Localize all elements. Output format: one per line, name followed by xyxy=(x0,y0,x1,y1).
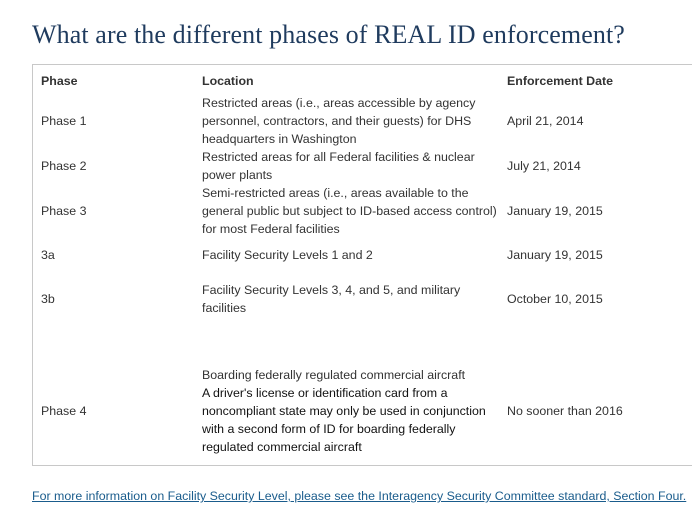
date-cell: No sooner than 2016 xyxy=(507,404,623,418)
location-cell: Semi-restricted areas (i.e., areas available to the general public but subject to ID-based access control) for most Federal facilities xyxy=(202,186,497,236)
phase-cell: 3a xyxy=(41,248,55,262)
location-text: Boarding federally regulated commercial aircraft xyxy=(202,368,466,382)
table-row xyxy=(33,272,692,326)
table-row xyxy=(33,326,692,474)
date-cell: April 21, 2014 xyxy=(507,114,584,128)
header-location: Location xyxy=(202,74,254,88)
table-header-row xyxy=(33,65,692,94)
table-row xyxy=(33,184,692,238)
facility-security-level-info-link[interactable]: For more information on Facility Security Level, please see the Interagency Security Committee standard, Section Four. xyxy=(32,489,687,503)
location-cell: Restricted areas (i.e., areas accessible by agency personnel, contractors, and their guests) for DHS headquarters in Washington xyxy=(202,96,476,146)
table-row xyxy=(33,94,692,148)
location-cell: Facility Security Levels 3, 4, and 5, and military facilities xyxy=(202,283,461,315)
phase-cell: 3b xyxy=(41,292,55,306)
table-row xyxy=(33,238,692,272)
location-cell: Restricted areas for all Federal facilities & nuclear power plants xyxy=(202,150,475,182)
enforcement-phases-table-container xyxy=(32,64,692,466)
phase-cell: Phase 3 xyxy=(41,204,87,218)
date-cell: October 10, 2015 xyxy=(507,292,603,306)
phase-cell: Phase 2 xyxy=(41,159,87,173)
location-cell xyxy=(202,326,507,474)
phase-cell: Phase 4 xyxy=(41,404,87,418)
header-enforcement-date: Enforcement Date xyxy=(507,74,614,88)
header-phase: Phase xyxy=(41,74,78,88)
page-title: What are the different phases of REAL ID enforcement? xyxy=(32,20,625,49)
enforcement-phases-table xyxy=(33,65,692,474)
date-cell: January 19, 2015 xyxy=(507,248,603,262)
location-note: A driver's license or identification card from a noncompliant state may only be used in conjunction with a second form of ID for boarding federally regulated commercial aircraft xyxy=(202,386,486,454)
date-cell: July 21, 2014 xyxy=(507,159,581,173)
location-cell: Facility Security Levels 1 and 2 xyxy=(202,248,373,262)
phase-cell: Phase 1 xyxy=(41,114,87,128)
table-row xyxy=(33,148,692,184)
date-cell: January 19, 2015 xyxy=(507,204,603,218)
